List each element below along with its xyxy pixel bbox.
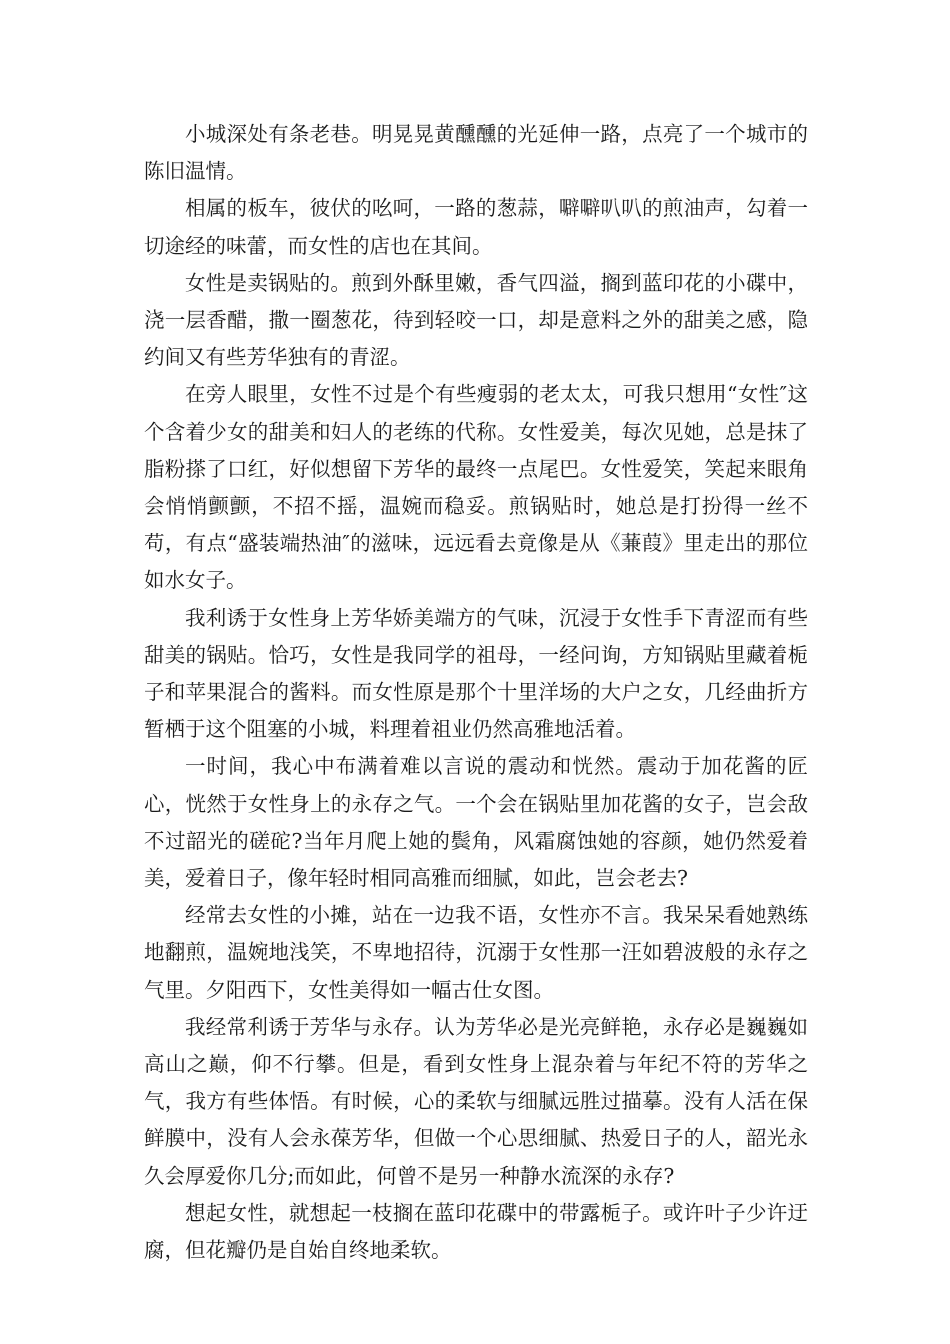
paragraph: 女性是卖锅贴的。煎到外酥里嫩，香气四溢，搁到蓝印花的小碟中，浇一层香醋，撒一圈葱花，待到轻咬一口，却是意料之外的甜美之感，隐约间又有些芳华独有的青涩。 [144, 270, 808, 370]
paragraph: 经常去女性的小摊，站在一边我不语，女性亦不言。我呆呆看她熟练地翻煎，温婉地浅笑，不卑地招待，沉溺于女性那一汪如碧波般的永存之气里。夕阳西下，女性美得如一幅古仕女图。 [144, 903, 808, 1002]
paragraph: 在旁人眼里，女性不过是个有些瘦弱的老太太，可我只想用“女性″这个含着少女的甜美和妇人的老练的代称。女性爱美，每次见她，总是抹了脂粉搽了口红，好似想留下芳华的最终一点尾巴。女性爱笑，笑起来眼角会悄悄颤颤，不招不摇，温婉而稳妥。煎锅贴时，她总是打扮得一丝不苟，有点“盛装端热油″的滋味，远远看去竟像是从《蒹葭》里走出的那位如水女子。 [144, 382, 808, 593]
paragraph: 我经常利诱于芳华与永存。认为芳华必是光亮鲜艳，永存必是巍巍如高山之巅，仰不行攀。但是，看到女性身上混杂着与年纪不符的芳华之气，我方有些体悟。有时候，心的柔软与细腻远胜过描摹。没有人活在保鲜膜中，没有人会永葆芳华，但做一个心思细腻、热爱日子的人，韶光永久会厚爱你几分;而如此，何曾不是另一种静水流深的永存? [144, 1014, 808, 1188]
document-body [144, 116, 808, 1269]
paragraph: 一时间，我心中布满着难以言说的震动和恍然。震动于加花酱的匠心，恍然于女性身上的永存之气。一个会在锅贴里加花酱的女子，岂会敌不过韶光的磋砣?当年月爬上她的鬓角，风霜腐蚀她的容颜，她仍然爱着美，爱着日子，像年轻时相同高雅而细腻，如此，岂会老去? [144, 754, 808, 891]
paragraph: 我利诱于女性身上芳华娇美端方的气味，沉浸于女性手下青涩而有些甜美的锅贴。恰巧，女性是我同学的祖母，一经问询，方知锅贴里藏着栀子和苹果混合的酱料。而女性原是那个十里洋场的大户之女，几经曲折方暂栖于这个阻塞的小城，料理着祖业仍然高雅地活着。 [144, 605, 808, 742]
paragraph: 想起女性，就想起一枝搁在蓝印花碟中的带露栀子。或许叶子少许迂腐，但花瓣仍是自始自终地柔软。 [144, 1200, 808, 1263]
paragraph: 小城深处有条老巷。明晃晃黄醺醺的光延伸一路，点亮了一个城市的陈旧温情。 [144, 122, 808, 184]
paragraph: 相属的板车，彼伏的吆呵，一路的葱蒜，噼噼叭叭的煎油声，勾着一切途经的味蕾，而女性的店也在其间。 [144, 196, 808, 258]
